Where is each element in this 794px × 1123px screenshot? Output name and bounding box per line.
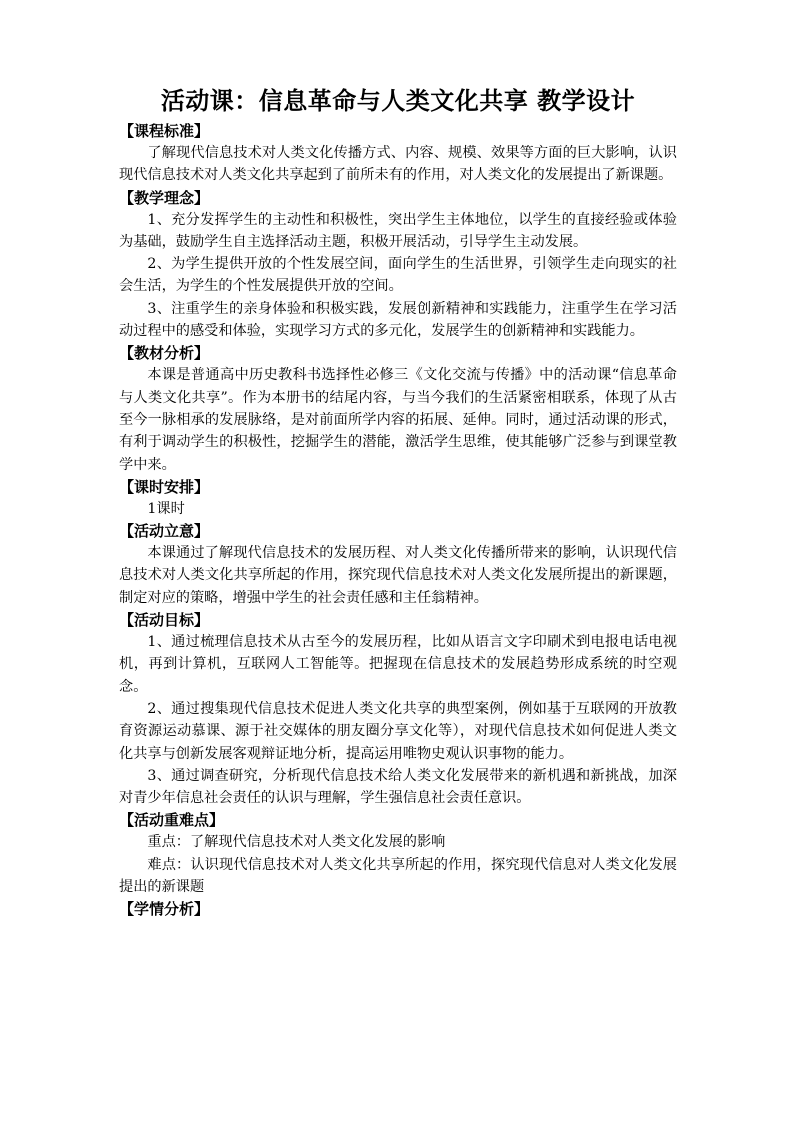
section-heading: 【学情分析】	[119, 900, 210, 919]
document-title: 活动课：信息革命与人类文化共享 教学设计	[160, 86, 636, 115]
section	[119, 898, 677, 920]
section-heading: 【活动重难点】	[119, 811, 225, 830]
section	[119, 609, 677, 809]
section-paragraph: 3、注重学生的亲身体验和积极实践，发展创新精神和实践能力，注重学生在学习活动过程中的感受和体验，实现学习方式的多元化，发展学生的创新精神和实践能力。	[119, 300, 677, 340]
section-paragraph: 本课通过了解现代信息技术的发展历程、对人类文化传播所带来的影响，认识现代信息技术对人类文化共享所起的作用，探究现代信息技术对人类文化发展所提出的新课题，制定对应的策略，增强中学生的社会责任感和主任翁精神。	[119, 545, 677, 606]
section	[119, 120, 677, 187]
section-heading: 【教材分析】	[119, 344, 210, 363]
section-heading: 【活动目标】	[119, 611, 210, 630]
section-paragraph: 了解现代信息技术对人类文化传播方式、内容、规模、效果等方面的巨大影响，认识现代信息技术对人类文化共享起到了前所未有的作用，对人类文化的发展提出了新课题。	[119, 145, 677, 184]
section-paragraph: 3、通过调查研究，分析现代信息技术给人类文化发展带来的新机遇和新挑战，加深对青少年信息社会责任的认识与理解，学生强信息社会责任意识。	[119, 767, 677, 807]
section-paragraph: 难点：认识现代信息技术对人类文化共享所起的作用，探究现代信息对人类文化发展提出的新课题	[119, 856, 677, 896]
section-paragraph: 1、充分发挥学生的主动性和积极性，突出学生主体地位，以学生的直接经验或体验为基础，鼓励学生自主选择活动主题，积极开展活动，引导学生主动发展。	[119, 211, 677, 250]
section-paragraph: 重点：了解现代信息技术对人类文化发展的影响	[147, 834, 446, 851]
section	[119, 809, 677, 898]
section	[119, 476, 677, 520]
document-page	[119, 84, 677, 920]
section-paragraph: 1、通过梳理信息技术从古至今的发展历程，比如从语言文字印刷术到电报电话电视机，再到计算机，互联网人工智能等。把握现在信息技术的发展趋势形成系统的时空观念。	[119, 634, 677, 695]
section-paragraph: 2、通过搜集现代信息技术促进人类文化共享的典型案例，例如基于互联网的开放教育资源运动慕课、源于社交媒体的朋友圈分享文化等），对现代信息技术如何促进人类文化共享与创新发展客观辩证地分析，提高运用唯物史观认识事物的能力。	[119, 700, 677, 762]
section-heading: 【课程标准】	[119, 122, 210, 140]
section	[119, 520, 677, 609]
document-body	[119, 120, 677, 920]
section-heading: 【教学理念】	[119, 188, 210, 207]
section-paragraph: 本课是普通高中历史教科书选择性必修三《文化交流与传播》中的活动课“信息革命与人类文化共享”。作为本册书的结尾内容，与当今我们的生活紧密相联系，体现了从古至今一脉相承的发展脉络，是对前面所学内容的拓展、延伸。同时，通过活动课的形式，有利于调动学生的积极性，挖掘学生的潜能，激活学生思维，使其能够广泛参与到课堂教学中来。	[119, 367, 677, 473]
section	[119, 187, 677, 343]
section-paragraph: 2、为学生提供开放的个性发展空间，面向学生的生活世界，引领学生走向现实的社会生活，为学生的个性发展提供开放的空间。	[119, 256, 677, 295]
section-heading: 【活动立意】	[119, 522, 210, 541]
section-paragraph: 1课时	[147, 500, 185, 517]
section	[119, 342, 677, 475]
section-heading: 【课时安排】	[119, 477, 210, 496]
